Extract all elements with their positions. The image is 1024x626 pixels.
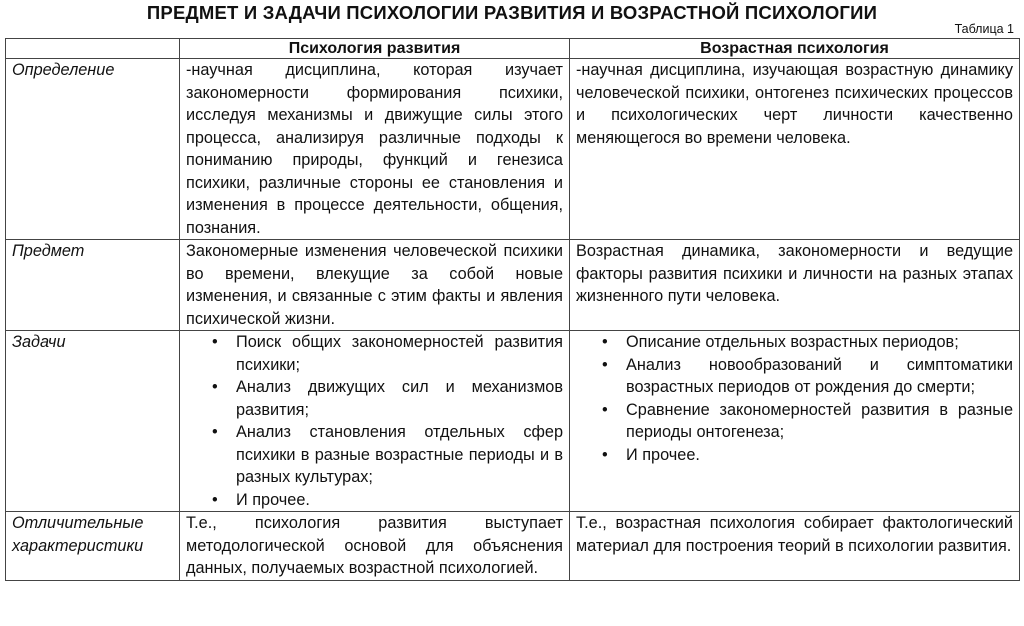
list-item: • Описание отдельных возрастных периодов;	[576, 331, 1013, 354]
subject-age: Возрастная динамика, закономерности и ведущие факторы развития психики и личности на разных этапах жизненного пути человека.	[570, 240, 1020, 331]
definition-dev: -научная дисциплина, которая изучает закономерности формирования психики, исследуя механизмы и движущие силы этого процесса, анализируя различные подходы к пониманию природы, функций и генезиса психики, различные стороны ее становления и изменения в процессе деятельности, общения, познания.	[180, 59, 570, 240]
distinctive-dev: Т.е., психология развития выступает методологической основой для объяснения данных, получаемых возрастной психологией.	[180, 512, 570, 581]
comparison-table	[5, 38, 1020, 581]
list-item: • Анализ становления отдельных сфер психики в разные возрастные периоды и в разных культурах;	[186, 421, 563, 489]
row-label-subject: Предмет	[6, 240, 180, 331]
row-label-tasks: Задачи	[6, 331, 180, 512]
tasks-age	[570, 331, 1020, 512]
header-row	[6, 39, 1020, 59]
row-label-distinctive: Отличительные характеристики	[6, 512, 180, 581]
table-caption: Таблица 1	[954, 22, 1014, 36]
list-item: • Анализ движущих сил и механизмов развития;	[186, 376, 563, 421]
header-developmental-psychology: Психология развития	[180, 39, 570, 59]
row-tasks	[6, 331, 1020, 512]
row-distinctive	[6, 512, 1020, 581]
row-definition	[6, 59, 1020, 240]
definition-age: -научная дисциплина, изучающая возрастную динамику человеческой психики, онтогенез психических процессов и психологических черт личности качественно меняющегося во времени человека.	[570, 59, 1020, 240]
distinctive-age: Т.е., возрастная психология собирает фактологический материал для построения теорий в психологии развития.	[570, 512, 1020, 581]
list-item: • Поиск общих закономерностей развития психики;	[186, 331, 563, 376]
row-label-definition: Определение	[6, 59, 180, 240]
tasks-dev-list	[186, 331, 563, 511]
list-item: • Сравнение закономерностей развития в разные периоды онтогенеза;	[576, 399, 1013, 444]
tasks-dev	[180, 331, 570, 512]
list-item: • И прочее.	[186, 489, 563, 512]
subject-dev: Закономерные изменения человеческой психики во времени, влекущие за собой новые изменения, и связанные с этим факты и явления психической жизни.	[180, 240, 570, 331]
header-age-psychology: Возрастная психология	[570, 39, 1020, 59]
row-subject	[6, 240, 1020, 331]
header-empty	[6, 39, 180, 59]
list-item: • Анализ новообразований и симптоматики возрастных периодов от рождения до смерти;	[576, 354, 1013, 399]
page-title: ПРЕДМЕТ И ЗАДАЧИ ПСИХОЛОГИИ РАЗВИТИЯ И ВОЗРАСТНОЙ ПСИХОЛОГИИ	[146, 2, 878, 23]
tasks-age-list	[576, 331, 1013, 466]
list-item: • И прочее.	[576, 444, 1013, 467]
